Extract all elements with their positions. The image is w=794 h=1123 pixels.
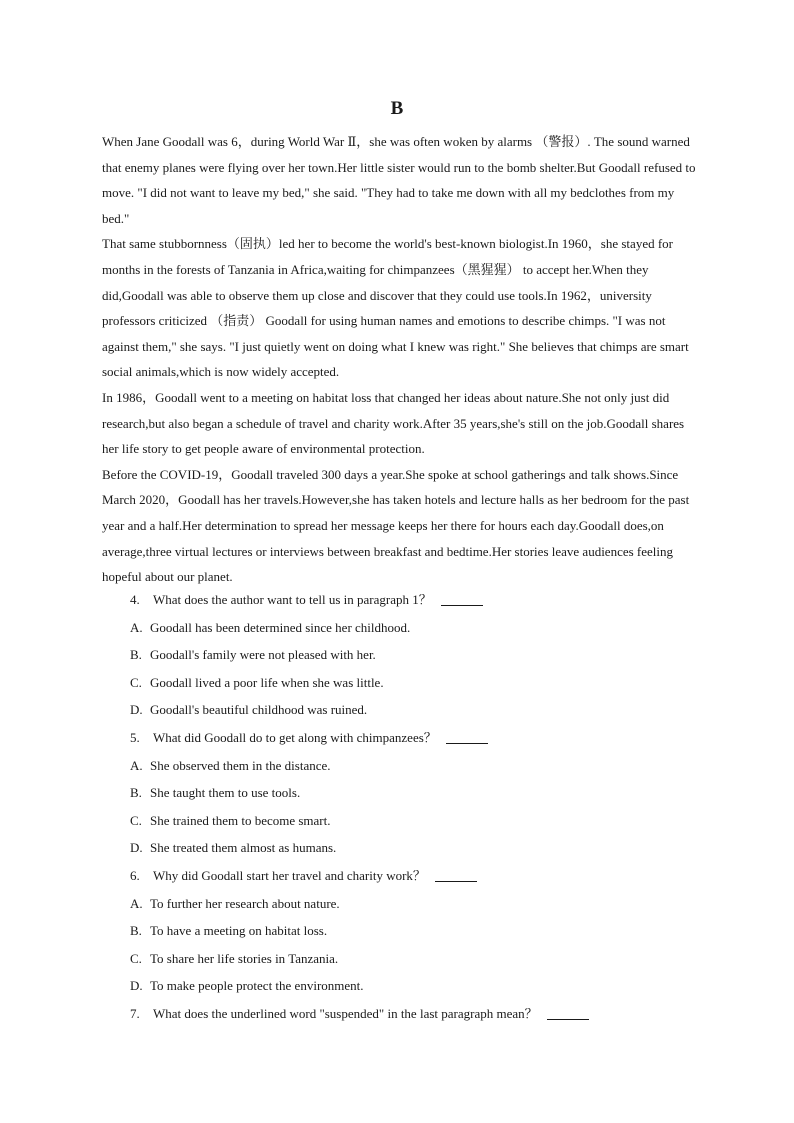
reading-passage bbox=[102, 129, 702, 590]
option-letter: A. bbox=[130, 619, 143, 635]
option-letter: C. bbox=[130, 812, 142, 828]
option-text: To have a meeting on habitat loss. bbox=[150, 923, 328, 939]
option-letter: D. bbox=[130, 702, 143, 718]
question-text: What does the author want to tell us in paragraph 1？ bbox=[153, 592, 432, 607]
question-5 bbox=[102, 724, 702, 752]
paragraph-1: When Jane Goodall was 6，during World War Ⅱ，she was often woken by alarms （警报）. The sound warned that enemy planes were flying over her town.Her little sister would run to the bomb shelter.But Goodall refused to move. "I did not want to leave my bed," she said. "They had to take me down with all my bedclothes from my bed." bbox=[102, 134, 696, 226]
paragraph-4: Before the COVID-19，Goodall traveled 300 days a year.She spoke at school gatherings and talk shows.Since March 2020，Goodall has her travels.However,she has taken hotels and lecture halls as her bedroom for the past year and a half.Her determination to spread her message keeps her there for hours each day.Goodall does,on average,three virtual lectures or interviews between breakfast and bedtime.Her stories leave audiences feeling hopeful about our planet. bbox=[102, 466, 690, 585]
answer-blank[interactable] bbox=[547, 1005, 589, 1020]
question-number: 5. bbox=[130, 729, 140, 745]
option-text: To further her research about nature. bbox=[150, 895, 340, 911]
option-letter: A. bbox=[130, 757, 143, 773]
paragraph-3: In 1986，Goodall went to a meeting on habitat loss that changed her ideas about nature.She not only just did research,but also began a schedule of travel and charity work.After 35 years,she's still on the job.Goodall shares her life story to get people aware of environmental protection. bbox=[102, 389, 685, 457]
answer-blank[interactable] bbox=[435, 867, 477, 882]
option-text: To make people protect the environment. bbox=[150, 978, 364, 994]
question-number: 7. bbox=[130, 1005, 140, 1021]
option-text: She treated them almost as humans. bbox=[150, 840, 337, 856]
option-6c[interactable] bbox=[102, 945, 702, 973]
question-list bbox=[102, 586, 702, 1028]
option-letter: D. bbox=[130, 840, 143, 856]
option-5d[interactable] bbox=[102, 834, 702, 862]
option-4c[interactable] bbox=[102, 669, 702, 697]
answer-blank[interactable] bbox=[441, 591, 483, 606]
option-letter: B. bbox=[130, 647, 142, 663]
option-text: She observed them in the distance. bbox=[150, 757, 331, 773]
option-text: Goodall's beautiful childhood was ruined. bbox=[150, 702, 368, 718]
paragraph-2: That same stubbornness（固执）led her to become the world's best-known biologist.In 1960，she stayed for months in the forests of Tanzania in Africa,waiting for chimpanzees（黑猩猩） to accept her.When they did,Goodall was able to observe them up close and discover that they could use tools.In 1962，university professors criticized （指责） Goodall for using human names and emotions to describe chimps. "I was not against them," she says. "I just quietly went on doing what I knew was right." She believes that chimps are smart social animals,which is now widely accepted. bbox=[102, 236, 689, 380]
option-6d[interactable] bbox=[102, 972, 702, 1000]
answer-blank[interactable] bbox=[446, 729, 488, 744]
question-7 bbox=[102, 1000, 702, 1028]
option-letter: B. bbox=[130, 785, 142, 801]
option-4d[interactable] bbox=[102, 696, 702, 724]
section-title: B bbox=[390, 98, 404, 119]
option-6a[interactable] bbox=[102, 890, 702, 918]
option-text: Goodall's family were not pleased with her. bbox=[150, 647, 376, 663]
option-6b[interactable] bbox=[102, 917, 702, 945]
option-text: She trained them to become smart. bbox=[150, 812, 331, 828]
question-text: Why did Goodall start her travel and charity work？ bbox=[153, 867, 426, 883]
option-text: She taught them to use tools. bbox=[150, 785, 301, 801]
option-5a[interactable] bbox=[102, 752, 702, 780]
option-5b[interactable] bbox=[102, 779, 702, 807]
option-text: Goodall has been determined since her childhood. bbox=[150, 619, 411, 635]
option-letter: B. bbox=[130, 923, 142, 939]
option-5c[interactable] bbox=[102, 807, 702, 835]
question-number: 6. bbox=[130, 867, 140, 883]
question-text: What did Goodall do to get along with chimpanzees？ bbox=[153, 729, 437, 745]
question-4 bbox=[102, 586, 702, 614]
question-6 bbox=[102, 862, 702, 890]
question-text: What does the underlined word "suspended" in the last paragraph mean？ bbox=[153, 1005, 538, 1021]
option-letter: C. bbox=[130, 674, 142, 690]
option-letter: A. bbox=[130, 895, 143, 911]
option-text: Goodall lived a poor life when she was little. bbox=[150, 674, 384, 690]
option-letter: C. bbox=[130, 950, 142, 966]
option-4b[interactable] bbox=[102, 641, 702, 669]
question-number: 4. bbox=[130, 592, 140, 607]
option-4a[interactable] bbox=[102, 614, 702, 642]
option-letter: D. bbox=[130, 978, 143, 994]
option-text: To share her life stories in Tanzania. bbox=[150, 950, 339, 966]
